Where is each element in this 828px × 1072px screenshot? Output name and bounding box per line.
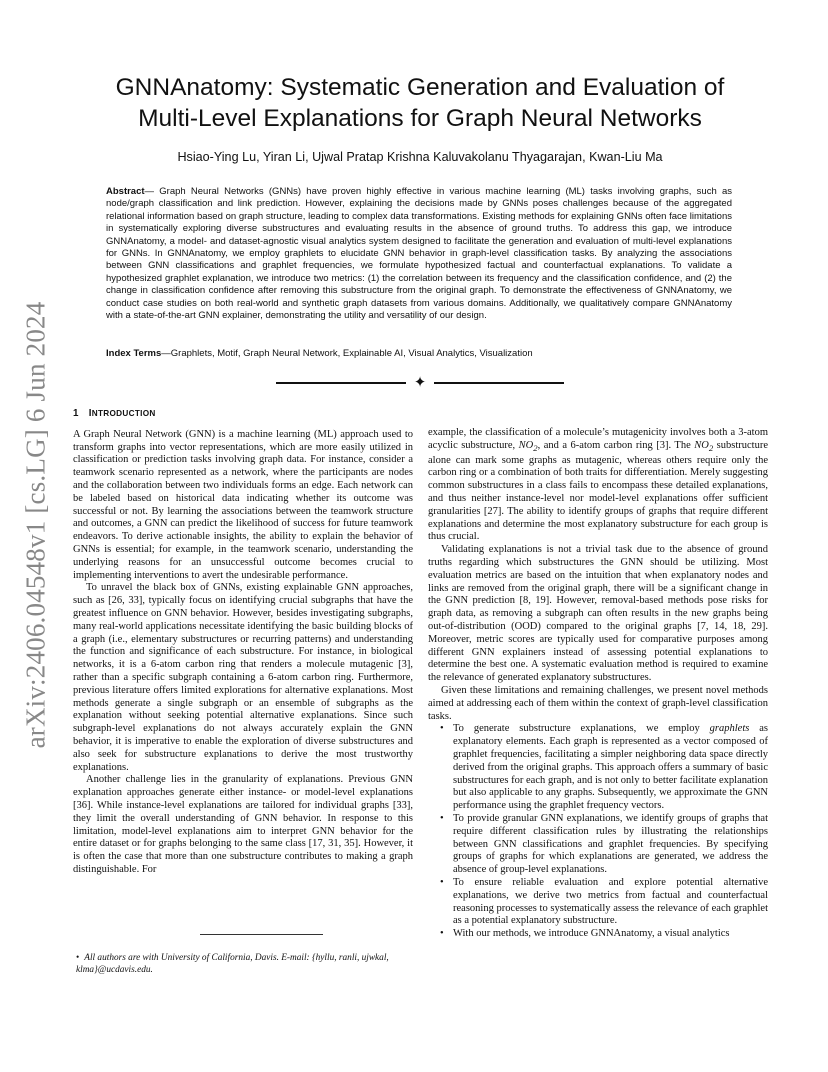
footnote-text: All authors are with University of California, Davis. E-mail: {hyllu, ranli, ujwkal, klma}@ucdavis.edu. [76, 953, 389, 975]
text-run: substructure alone can mark some graphs as mutagenic, whereas others require only the carbon ring or a combination of both traits for differentiation. Merely suggesting common substructures in a class fails to encompass these detailed explanations, and thus neither instance-level nor model-level explanations offer sufficient granularities [27]. The ability to identify groups of graphs that require different explanations and determine the most explanatory substructure for each group is thus crucial. [428, 439, 768, 543]
footnote-rule [200, 934, 323, 935]
list-item: • To provide granular GNN explanations, we identify groups of graphs that require different classification rules by illustrating the relationships between GNN classifications and graphlet frequencies. By specifying groups of graphs for which explanations are generated, we address the absence of group-level explanations. [453, 813, 768, 877]
title-line-2: Multi-Level Explanations for Graph Neural Networks [138, 105, 702, 132]
paragraph: Validating explanations is not a trivial task due to the absence of ground truths regarding which substructures the GNN should be utilizing. Most evaluation metrics are based on the intuition that when explanatory nodes and links are removed from the original graph, there will be a significant change in the GNN prediction [8, 19]. However, removal-based methods pose risks for graph data, as removing a subgraph can often results in the new graphs being out-of-distribution (OOD) compared to the original graphs [7, 14, 18, 29]. Moreover, metric scores are typically used for comparative purposes among different GNN explainers instead of assessing potential explanations to determine the best one. A systematic evaluation method is required to examine the relevance of generated explanatory substructures. [428, 544, 768, 684]
abstract-label: Abstract [106, 186, 145, 197]
divider-line-left [276, 382, 406, 384]
author-list: Hsiao-Ying Lu, Yiran Li, Ujwal Pratap Krishna Kaluvakolanu Thyagarajan, Kwan-Liu Ma [177, 150, 663, 164]
list-item: • With our methods, we introduce GNNAnatomy, a visual analytics [453, 928, 768, 941]
index-terms-text: —Graphlets, Motif, Graph Neural Network, Explainable AI, Visual Analytics, Visualization [161, 348, 533, 359]
footnote [76, 953, 416, 977]
formula-no2 [519, 440, 538, 451]
divider-star-icon: ✦ [413, 373, 427, 391]
text-run: example, the classification of a molecule’s mutagenicity involves both a 3-atom acyclic substructure, [428, 427, 768, 451]
section-title-rest: NTRODUCTION [91, 409, 156, 418]
contribution-list [428, 723, 768, 941]
paragraph: Given these limitations and remaining challenges, we present novel methods aimed at addressing each of them within the context of graph-level classification tasks. [428, 685, 768, 722]
paragraph [428, 427, 768, 544]
text-run: as explanatory elements. Each graph is represented as a vector composed of graphlet frequencies, facilitating a simpler neighboring data space directly derived from the original graphs. This approach offers a summary of basic substructures for each graph, and is not only to better facilitate explanation but also applicable to any graphs. Subsequently, we approximate the GNN performance using the graphlet frequency vectors. [453, 723, 768, 812]
formula-text: NO [694, 439, 709, 451]
footnote-bullet-icon: • [76, 953, 80, 963]
abstract [106, 186, 732, 322]
paragraph: Another challenge lies in the granularity of explanations. Previous GNN explanation approaches generate either instance- or model-level explanations [36]. While instance-level explanations are tailored for individual graphs [33], they limit the overall understanding of GNN behavior. In response to this limitation, model-level explanations aim to interpret GNN behavior for the entire dataset or for graphs belonging to the same class [17, 31, 35]. However, it is often the case that more than one substructure contributes to making a graph distinguishable. For [73, 774, 413, 875]
arxiv-identifier: arXiv:2406.04548v1 [cs.LG] 6 Jun 2024 [20, 301, 51, 749]
section-first-letter: I [88, 408, 92, 419]
arxiv-sidebar-stamp [8, 290, 64, 760]
title-line-1: GNNAnatomy: Systematic Generation and Evaluation of [115, 74, 725, 101]
section-heading-introduction [73, 408, 413, 421]
section-divider [276, 373, 564, 391]
section-number: 1 [73, 408, 79, 419]
paragraph: A Graph Neural Network (GNN) is a machine learning (ML) approach used to transform graphs into vector representations, which are more easily utilized in classification or prediction tasks involving graph data. For instance, consider a teamwork scenario represented as a network, where the participants are nodes and the collaboration between two individuals forms an edge. Each network can be labeled based on historical data indicating whether its outcome was successful or not. By learning the associations between the teamwork structure and outcomes, a GNN can predict the likelihood of success for future teamwork endeavors. To derive actionable insights, the ability to explain the behavior of GNNs is essential; for example, in the teamwork scenario, understanding the underlying reasons for an unsuccessful outcome becomes crucial to implementing interventions to avert the undesirable performance. [73, 428, 413, 581]
list-item: • To ensure reliable evaluation and explore potential alternative explanations, we derive two metrics from factual and counterfactual reasoning processes to systematically assess the relevance of each graphlet as a potential explanatory substructure. [453, 877, 768, 928]
emphasis: graphlets [709, 723, 750, 735]
text-run: To generate substructure explanations, we employ [453, 723, 710, 735]
index-terms-label: Index Terms [106, 348, 162, 359]
index-terms [106, 348, 732, 360]
formula-text: NO [518, 439, 534, 451]
left-column [73, 408, 413, 877]
formula-subscript: 2 [708, 442, 714, 453]
list-item [453, 723, 768, 813]
formula-no2 [694, 440, 713, 451]
right-column [428, 427, 768, 941]
paper-title [90, 72, 750, 134]
text-run: , and a 6-atom carbon ring [3]. The [537, 439, 695, 451]
formula-subscript: 2 [533, 442, 538, 453]
abstract-text: — Graph Neural Networks (GNNs) have proven highly effective in various machine learning (ML) tasks involving graphs, such as node/graph classification and link prediction. However, explaining the decisions made by GNNs poses challenges because of the aggregated relational information based on graph structure, leading to complex data transformations. Existing methods for explaining GNNs often face limitations in systematically exploring diverse substructures and evaluating results in the absence of ground truths. To address this gap, we introduce GNNAnatomy, a model- and dataset-agnostic visual analytics system designed to facilitate the generation and evaluation of multi-level explanations for GNNs. In GNNAnatomy, we employ graphlets to elucidate GNN behavior in graph-level classification tasks. By analyzing the associations between GNN classifications and graphlet frequencies, we formulate hypothesized factual and counterfactual explanations. To validate a hypothesized graphlet explanation, we introduce two metrics: (1) the correlation between its frequency and the classification confidence, and (2) the change in classification confidence after removing this substructure from the original graph. To demonstrate the effectiveness of GNNAnatomy, we conduct case studies on both real-world and synthetic graph datasets from various domains. Additionally, we qualitatively compare GNNAnatomy with a state-of-the-art GNN explainer, demonstrating the utility and versatility of our design. [106, 186, 732, 322]
paragraph: To unravel the black box of GNNs, existing explainable GNN approaches, such as [26, 33], typically focus on identifying crucial subgraphs that have the greatest influence on GNN behavior. However, besides investigating subgraphs, many real-world applications necessitate identifying the basic building blocks of a graph (i.e., elementary substructures or recurring patterns) and understanding the function and significance of each substructure. For instance, in biological networks, it is a 6-atom carbon ring that renders a molecule mutagenic [3], rather than a specific subgraph containing a 6-atom carbon ring. Furthermore, previous literature offers limited explorations for alternative explanations. Most methods generate a single subgraph or an ensemble of subgraphs as the explanation without seeking potential alternative explanations. Since such subgraph-level explanations do not always accurately explain the GNN behavior, it is imperative to enable the exploration of diverse substructures and also seek for substructure explanations to derive the most trustworthy explanations. [73, 582, 413, 773]
divider-line-right [434, 382, 564, 384]
